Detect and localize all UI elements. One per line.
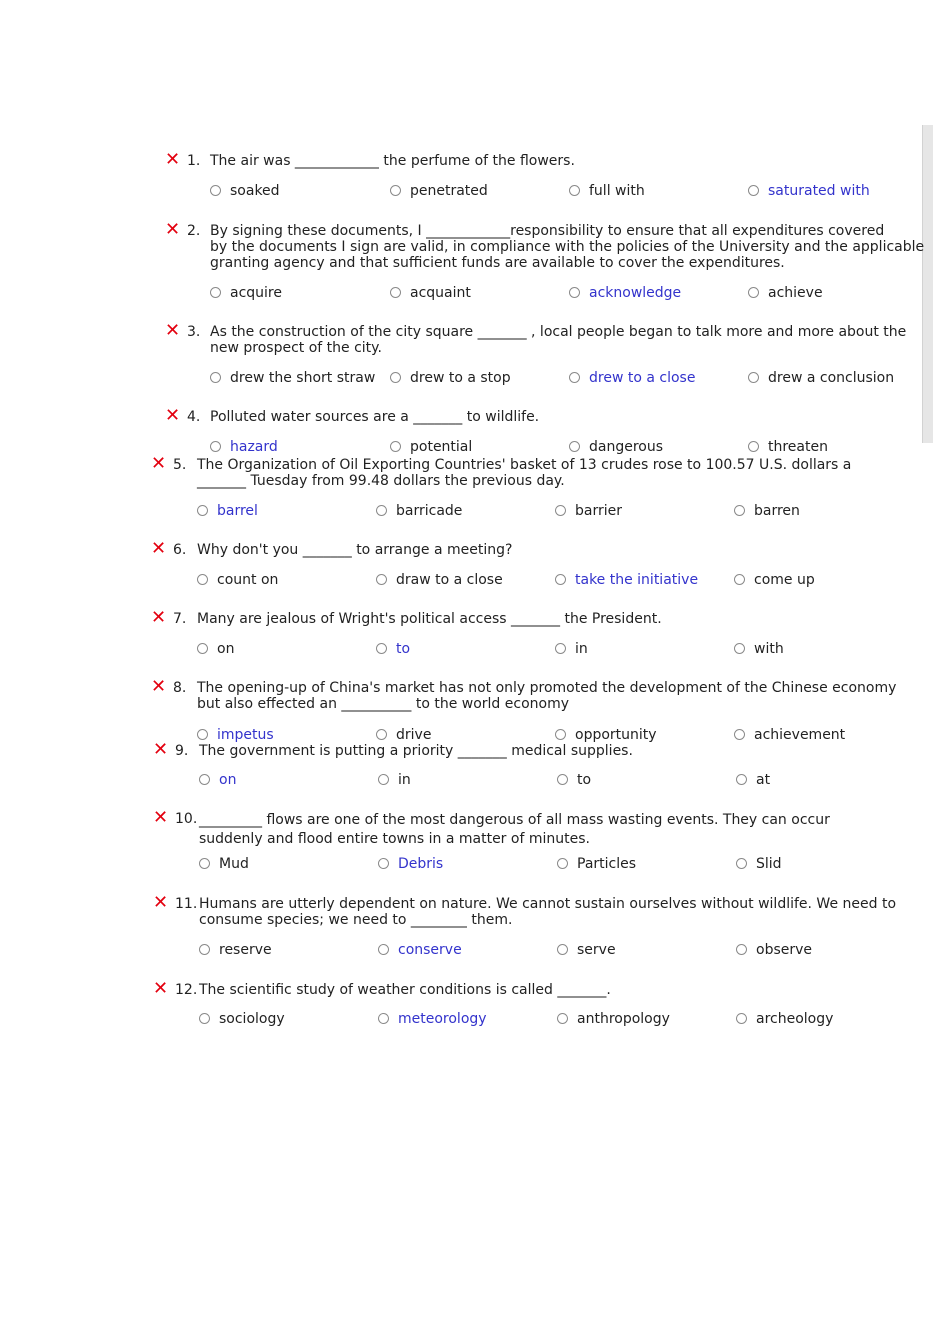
wrong-answer-icon: ✕ bbox=[165, 219, 181, 240]
option-correct[interactable]: acknowledge bbox=[569, 284, 681, 302]
option[interactable]: threaten bbox=[748, 438, 828, 456]
radio-icon[interactable] bbox=[736, 858, 747, 869]
question-number: 12. bbox=[175, 982, 198, 998]
option[interactable]: dangerous bbox=[569, 438, 663, 456]
radio-icon[interactable] bbox=[748, 287, 759, 298]
question-text: Humans are utterly dependent on nature. We cannot sustain ourselves without wildlife. We need to consume species; we need to ________ them. bbox=[199, 896, 897, 928]
radio-icon[interactable] bbox=[376, 505, 387, 516]
radio-icon[interactable] bbox=[555, 643, 566, 654]
radio-icon[interactable] bbox=[748, 372, 759, 383]
radio-icon[interactable] bbox=[734, 643, 745, 654]
option-correct[interactable]: on bbox=[199, 771, 236, 789]
option[interactable]: Slid bbox=[736, 855, 782, 873]
radio-icon[interactable] bbox=[210, 372, 221, 383]
question-text: By signing these documents, I ____________responsibility to ensure that all expenditures covered by the documents I sign are valid, in compliance with the policies of the University and the applicable granting agency and that sufficient funds are available to cover the expenditures. bbox=[210, 223, 925, 271]
radio-icon[interactable] bbox=[390, 441, 401, 452]
option[interactable]: barren bbox=[734, 502, 800, 520]
radio-icon[interactable] bbox=[376, 574, 387, 585]
wrong-answer-icon: ✕ bbox=[153, 978, 169, 999]
question-10 bbox=[153, 807, 913, 881]
option[interactable]: Mud bbox=[199, 855, 249, 873]
radio-icon[interactable] bbox=[557, 774, 568, 785]
question-12 bbox=[153, 978, 913, 1037]
option[interactable]: serve bbox=[557, 941, 616, 959]
radio-icon[interactable] bbox=[736, 944, 747, 955]
radio-icon[interactable] bbox=[734, 574, 745, 585]
question-9 bbox=[153, 739, 913, 798]
question-text: The scientific study of weather conditions is called _______. bbox=[199, 982, 611, 998]
option[interactable]: archeology bbox=[736, 1010, 833, 1028]
radio-icon[interactable] bbox=[210, 287, 221, 298]
radio-icon[interactable] bbox=[210, 185, 221, 196]
question-4 bbox=[165, 405, 925, 464]
wrong-answer-icon: ✕ bbox=[153, 807, 169, 828]
option[interactable]: penetrated bbox=[390, 182, 488, 200]
radio-icon[interactable] bbox=[378, 944, 389, 955]
option[interactable]: drew a conclusion bbox=[748, 369, 894, 387]
question-number: 6. bbox=[173, 542, 187, 558]
question-3 bbox=[165, 320, 925, 394]
question-text: The government is putting a priority _______ medical supplies. bbox=[199, 743, 633, 759]
radio-icon[interactable] bbox=[569, 372, 580, 383]
radio-icon[interactable] bbox=[378, 858, 389, 869]
option[interactable]: full with bbox=[569, 182, 645, 200]
radio-icon[interactable] bbox=[569, 287, 580, 298]
wrong-answer-icon: ✕ bbox=[151, 607, 167, 628]
option[interactable]: observe bbox=[736, 941, 812, 959]
option[interactable]: in bbox=[378, 771, 411, 789]
option[interactable]: soaked bbox=[210, 182, 280, 200]
radio-icon[interactable] bbox=[378, 1013, 389, 1024]
radio-icon[interactable] bbox=[557, 1013, 568, 1024]
radio-icon[interactable] bbox=[555, 505, 566, 516]
option-correct[interactable]: to bbox=[376, 640, 410, 658]
radio-icon[interactable] bbox=[197, 505, 208, 516]
option[interactable]: sociology bbox=[199, 1010, 285, 1028]
option[interactable]: on bbox=[197, 640, 234, 658]
radio-icon[interactable] bbox=[197, 729, 208, 740]
question-text: The Organization of Oil Exporting Countries' basket of 13 crudes rose to 100.57 U.S. dollars a _______ Tuesday from 99.48 dollars the previous day. bbox=[197, 457, 852, 489]
option[interactable]: drew the short straw bbox=[210, 369, 375, 387]
option[interactable]: achieve bbox=[748, 284, 823, 302]
radio-icon[interactable] bbox=[736, 774, 747, 785]
question-number: 1. bbox=[187, 153, 201, 169]
option[interactable]: come up bbox=[734, 571, 815, 589]
question-text: The opening-up of China's market has not only promoted the development of the Chinese economy but also effected an __________ to the world economy bbox=[197, 680, 897, 712]
radio-icon[interactable] bbox=[748, 441, 759, 452]
radio-icon[interactable] bbox=[199, 858, 210, 869]
radio-icon[interactable] bbox=[197, 643, 208, 654]
option[interactable]: drive bbox=[376, 726, 431, 744]
radio-icon[interactable] bbox=[555, 574, 566, 585]
question-number: 11. bbox=[175, 896, 198, 912]
option[interactable]: barrier bbox=[555, 502, 622, 520]
option-correct[interactable]: saturated with bbox=[748, 182, 870, 200]
option-correct[interactable]: drew to a close bbox=[569, 369, 695, 387]
question-text: _________ flows are one of the most dangerous of all mass wasting events. They can occur suddenly and flood entire towns in a matter of minutes. bbox=[199, 812, 830, 847]
question-7 bbox=[151, 607, 911, 666]
radio-icon[interactable] bbox=[378, 774, 389, 785]
option[interactable]: acquaint bbox=[390, 284, 471, 302]
question-number: 4. bbox=[187, 409, 201, 425]
option-correct[interactable]: conserve bbox=[378, 941, 462, 959]
question-2 bbox=[165, 219, 925, 308]
wrong-answer-icon: ✕ bbox=[153, 892, 169, 913]
option[interactable]: barricade bbox=[376, 502, 462, 520]
question-number: 7. bbox=[173, 611, 187, 627]
radio-icon[interactable] bbox=[390, 372, 401, 383]
radio-icon[interactable] bbox=[748, 185, 759, 196]
option[interactable]: opportunity bbox=[555, 726, 657, 744]
question-5 bbox=[151, 453, 911, 527]
radio-icon[interactable] bbox=[569, 441, 580, 452]
option-correct[interactable]: impetus bbox=[197, 726, 274, 744]
question-1 bbox=[165, 149, 925, 208]
question-text: Why don't you _______ to arrange a meeting? bbox=[197, 542, 513, 558]
question-text: As the construction of the city square _______ , local people began to talk more and more about the new prospect of the city. bbox=[210, 324, 907, 356]
option[interactable]: at bbox=[736, 771, 770, 789]
radio-icon[interactable] bbox=[390, 185, 401, 196]
option[interactable]: reserve bbox=[199, 941, 272, 959]
option-correct[interactable]: hazard bbox=[210, 438, 278, 456]
radio-icon[interactable] bbox=[210, 441, 221, 452]
option[interactable]: Particles bbox=[557, 855, 636, 873]
question-11 bbox=[153, 892, 913, 966]
option-correct[interactable]: meteorology bbox=[378, 1010, 487, 1028]
wrong-answer-icon: ✕ bbox=[165, 149, 181, 170]
radio-icon[interactable] bbox=[199, 774, 210, 785]
wrong-answer-icon: ✕ bbox=[151, 676, 167, 697]
wrong-answer-icon: ✕ bbox=[165, 405, 181, 426]
wrong-answer-icon: ✕ bbox=[151, 538, 167, 559]
option[interactable]: drew to a stop bbox=[390, 369, 511, 387]
question-4-clip bbox=[165, 405, 925, 455]
question-number: 3. bbox=[187, 324, 201, 340]
option[interactable]: count on bbox=[197, 571, 278, 589]
radio-icon[interactable] bbox=[734, 729, 745, 740]
option-correct[interactable]: take the initiative bbox=[555, 571, 698, 589]
option[interactable]: with bbox=[734, 640, 784, 658]
radio-icon[interactable] bbox=[197, 574, 208, 585]
wrong-answer-icon: ✕ bbox=[151, 453, 167, 474]
wrong-answer-icon: ✕ bbox=[165, 320, 181, 341]
radio-icon[interactable] bbox=[199, 1013, 210, 1024]
question-text: Many are jealous of Wright's political access _______ the President. bbox=[197, 611, 662, 627]
question-number: 2. bbox=[187, 223, 201, 239]
radio-icon[interactable] bbox=[557, 944, 568, 955]
option[interactable]: to bbox=[557, 771, 591, 789]
radio-icon[interactable] bbox=[569, 185, 580, 196]
option-correct[interactable]: Debris bbox=[378, 855, 443, 873]
radio-icon[interactable] bbox=[376, 643, 387, 654]
question-6 bbox=[151, 538, 911, 597]
radio-icon[interactable] bbox=[390, 287, 401, 298]
option-correct[interactable]: barrel bbox=[197, 502, 258, 520]
question-text: The air was ____________ the perfume of the flowers. bbox=[210, 153, 575, 169]
question-number: 5. bbox=[173, 457, 187, 473]
option[interactable]: potential bbox=[390, 438, 472, 456]
option[interactable]: anthropology bbox=[557, 1010, 670, 1028]
question-8 bbox=[151, 676, 911, 750]
radio-icon[interactable] bbox=[736, 1013, 747, 1024]
question-8-clip bbox=[151, 678, 921, 741]
radio-icon[interactable] bbox=[734, 505, 745, 516]
question-number: 9. bbox=[175, 743, 189, 759]
wrong-answer-icon: ✕ bbox=[153, 739, 169, 760]
option[interactable]: draw to a close bbox=[376, 571, 503, 589]
question-text: Polluted water sources are a _______ to wildlife. bbox=[210, 409, 540, 425]
radio-icon[interactable] bbox=[557, 858, 568, 869]
radio-icon[interactable] bbox=[555, 729, 566, 740]
option[interactable]: achievement bbox=[734, 726, 845, 744]
question-number: 8. bbox=[173, 680, 187, 696]
radio-icon[interactable] bbox=[376, 729, 387, 740]
question-number: 10. bbox=[175, 811, 198, 827]
option[interactable]: acquire bbox=[210, 284, 282, 302]
option[interactable]: in bbox=[555, 640, 588, 658]
radio-icon[interactable] bbox=[199, 944, 210, 955]
